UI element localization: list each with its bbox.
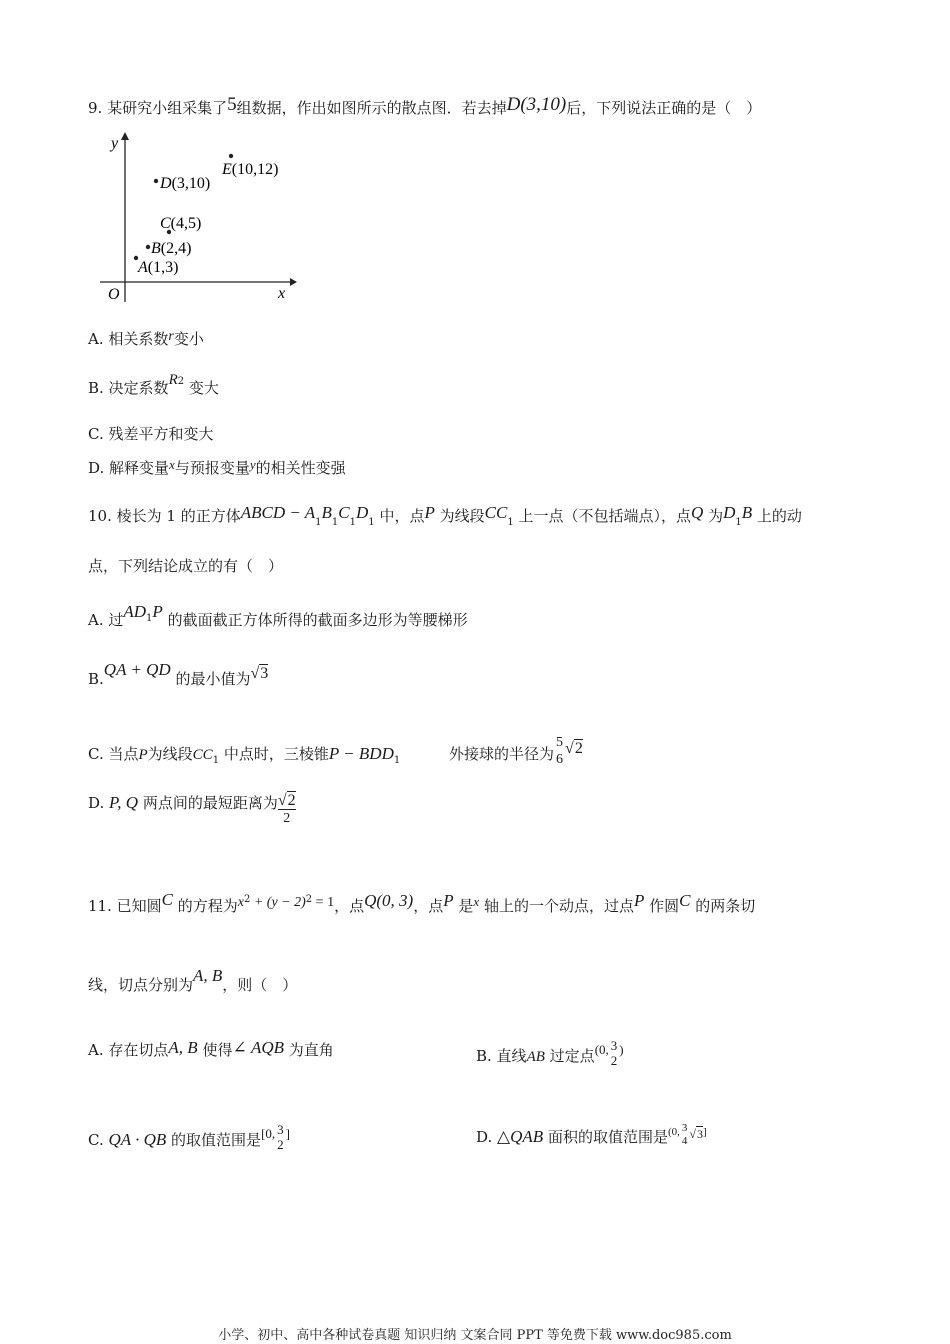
point-label-c: C(4,5) (160, 215, 202, 232)
q9-option-d: D. 解释变量x与预报变量y的相关性变强 (88, 457, 346, 477)
x-axis-arrow (290, 278, 297, 286)
point-d (154, 179, 158, 183)
q10-option-a: A. 过$AD^1P$ 的截面截正方体所得的截面多边形为等腰梯形 (88, 602, 468, 629)
point-label-e: E(10,12) (222, 161, 279, 178)
q11-stem-line2: 线，切点分别为A, B，则（ ） (88, 966, 298, 994)
q11-option-b: B. 直线AB 过定点(0, 3 2 ) (476, 1038, 624, 1068)
point-label-a: A(1,3) (138, 259, 179, 276)
x-axis-label: x (278, 285, 286, 302)
q11-option-c: C. QA · QB 的取值范围是[0, 3 2 ] (88, 1122, 290, 1152)
q11-option-a: A. 存在切点A, B 使得∠ AQB 为直角 (88, 1038, 334, 1059)
scatter-plot (98, 132, 298, 308)
point-label-b: B(2,4) (151, 240, 192, 257)
q11-stem-line1: 11. 已知圆C 的方程为$x^2 + (y - 2)^2 = 1$，点Q(0, 3)，点P 是x 轴上的一个动点，过点P 作圆C 的两条切 (88, 890, 756, 915)
origin-label: O (108, 286, 120, 303)
q10-stem-line2: 点，下列结论成立的有（ ） (88, 557, 284, 575)
q10-stem-line1: 10. 棱长为 1 的正方体ABCD − $A_1B_1C_1D_1$ 中，点P 为线段$CC_1$ 上一点（不包括端点），点Q 为$D_1B$ 上的动 (88, 503, 802, 528)
footer-banner: 小学、初中、高中各种试卷真题 知识归纳 文案合同 PPT 等免费下载 www.doc985.com (218, 1328, 732, 1343)
q9-option-c: C. 残差平方和变大 (88, 425, 214, 443)
q10-option-c: C. 当点P为线段$CC_1$ 中点时，三棱锥$P - BDD_1$ 外接球的半径为 5 6 √2 (88, 735, 583, 767)
q9-option-a: A. 相关系数r变小 (88, 329, 204, 348)
q10-option-b: B.QA + QD 的最小值为√3 (88, 660, 269, 688)
y-axis-arrow (121, 132, 129, 140)
y-axis-label: y (111, 135, 119, 152)
q11-option-d: D. △QAB 面积的取值范围是$^{(0,}$ 3 4 $^{√3]}$ (476, 1122, 707, 1147)
point-e (229, 154, 233, 158)
q9-option-b: B. 决定系数$R^2$ 变大 (88, 372, 219, 397)
q10-option-d: D. P, Q 两点间的最短距离为 $\frac{√2}{2}$ (88, 792, 296, 826)
point-label-d: D(3,10) (160, 175, 211, 192)
point-b (146, 245, 150, 249)
q9-stem: 9. 某研究小组采集了5组数据，作出如图所示的散点图．若去掉D(3,10)后，下列说法正确的是（ ） (88, 94, 762, 117)
